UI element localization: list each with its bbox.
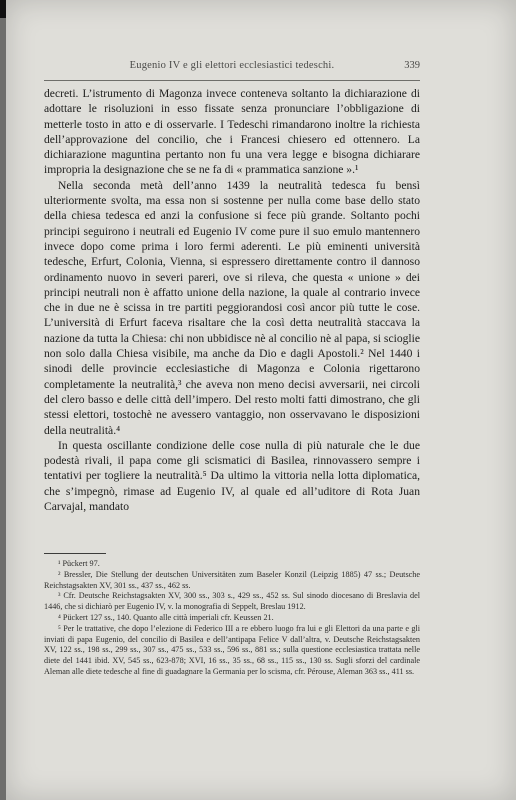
body-paragraph: Nella seconda metà dell’anno 1439 la neutralità tedesca fu bensì ulteriormente svolta, ma essa non si sostenne per nulla come base dello stato della chiesa tedesca ed anzi la confusione si fece più grande. Soltanto pochi principi seguirono i neutrali ed Eugenio IV come pure il suo emulo mantennero invece dopo come prima i loro fermi aderenti. Le più eminenti università tedesche, Erfurt, Colonia, Vienna, si espressero direttamente contro il dannoso ordinamento nuovo in severi pareri, ove si rileva, che questa « unione » dei principi neutrali non è affatto unione della nazione, la quale al contrario invece che in due ne è scissa in tre partiti peggiorandosi così ancor più tutte le cose. L’università di Erfurt faceva risaltare che la così detta neutralità staccava la nazione da tutta la Chiesa: chi non ubbidisce nè al concilio nè al papa, si scioglie non solo dalla Chiesa visibile, ma anche da Dio e dagli Apostoli.² Nel 1440 i sinodi delle provincie ecclesiastiche di Magonza e Colonia rigettarono completamente la neutralità,³ che aveva non meno decisi avversarii, nei circoli del clero basso e delle città dell’impero. Del resto molti fatti dimostrano, che gli stessi elettori, tostochè ne avessero vantaggio, non osservavano le disposizioni della neutralità.⁴ — [44, 178, 420, 437]
footnote-separator — [44, 553, 106, 554]
running-header — [44, 60, 420, 76]
footnote: ¹ Pückert 97. — [58, 559, 100, 568]
scan-edge-mark — [0, 0, 6, 18]
header-rule — [44, 80, 420, 81]
footnote: ² Bressler, Die Stellung der deutschen Universitäten zum Baseler Konzil (Leipzig 1885) 47 ss.; Deutsche Reichstagsakten XV, 301 ss., 437 ss., 462 ss. — [44, 569, 420, 590]
running-title: Eugenio IV e gli elettori ecclesiastici tedeschi. — [129, 60, 335, 71]
page-number: 339 — [404, 60, 420, 71]
body-paragraph: In questa oscillante condizione delle cose nulla di più naturale che le due podestà rivali, il papa come gli scismatici di Basilea, rinnovassero sempre i tentativi per togliere la neutralità.⁵ Da ultimo la vittoria nella lotta diplomatica, che s’impegnò, rimase ad Eugenio IV, al quale ed all’uditore di Rota Juan Carvajal, mandato — [44, 438, 420, 514]
body-paragraph: decreti. L’istrumento di Magonza invece conteneva soltanto la dichiarazione di adottare le risoluzioni in esso fissate senza pronunciare l’obbligazione di metterle tosto in atto e di osservarle. I Tedeschi rimandarono inoltre la richiesta dell’approvazione del concilio, che i Francesi chiesero ed ottennero. La dichiarazione maguntina pertanto non fu una vera legge e bisogna dichiarare impropria la designazione che se ne fa di « prammatica sanzione ».¹ — [44, 87, 420, 177]
footnote: ⁵ Per le trattative, che dopo l’elezione di Federico III a re ebbero luogo fra lui e gli Elettori da una parte e gli inviati di papa Eugenio, del concilio di Basilea e dell’antipapa Felice V dall’altra, v. Deutsche Reichstagsakten XV, 122 ss., 198 ss., 299 ss., 307 ss., 475 ss., 533 ss., 596 ss., 881 ss.; sulla questione ecclesiastica trattata nelle diete del 1441 ibid. XV, 545 ss., 623-878; XVI, 16 ss., 35 ss., 68 ss., 115 ss., 130 ss. Sugli sforzi del cardinale Aleman alle diete tedesche al fine di guadagnare la Germania per lo scisma, cfr. Pérouse, Aleman 363 ss., 411 ss. — [44, 623, 420, 676]
footnotes — [44, 559, 420, 678]
footnote: ³ Cfr. Deutsche Reichstagsakten XV, 300 ss., 303 s., 429 ss., 452 ss. Sul sinodo diocesano di Breslavia del 1446, che si dichiarò per Eugenio IV, v. la monografia di Seppelt, Breslau 1912. — [44, 591, 420, 612]
footnote: ⁴ Pückert 127 ss., 140. Quanto alle città imperiali cfr. Keussen 21. — [58, 612, 274, 622]
body-text — [44, 86, 420, 514]
book-page — [6, 0, 516, 800]
